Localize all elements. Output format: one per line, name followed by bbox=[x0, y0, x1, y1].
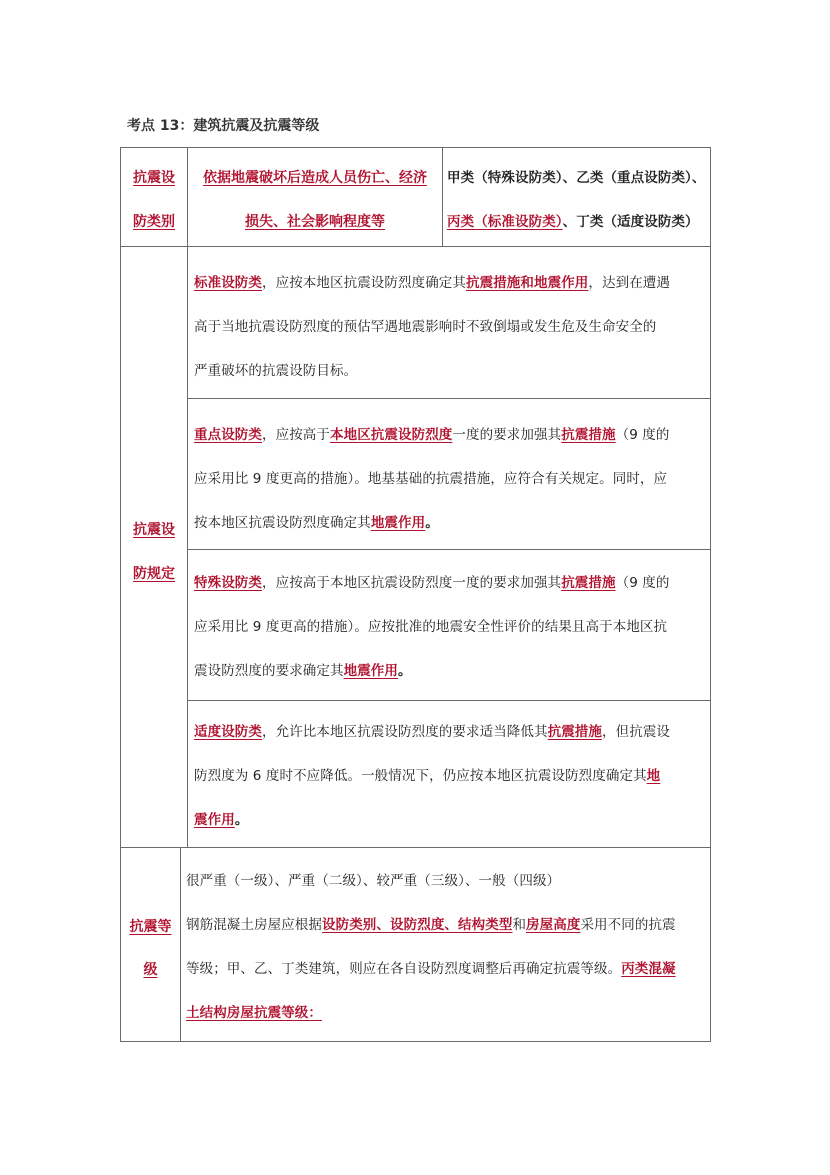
special-measures: 抗震措施 bbox=[561, 575, 616, 591]
row1-label-line1: 抗震设 bbox=[133, 170, 175, 186]
row1-basis-cell bbox=[187, 147, 443, 247]
moderate-text3: 防烈度为 6 度时不应降低。一般情况下，仍应按本地区抗震设防烈度确定其 bbox=[194, 768, 647, 784]
row1-types-cell bbox=[442, 147, 711, 247]
key-period: 。 bbox=[425, 515, 439, 531]
row2-label-cell bbox=[120, 246, 188, 848]
grade-levels-line: 很严重（一级）、严重（二级）、较严重（三级）、一般（四级） bbox=[186, 873, 561, 889]
standard-text: ，应按本地区抗震设防烈度确定其 bbox=[262, 275, 466, 291]
key-text3: （9 度的 bbox=[615, 427, 670, 443]
grade-term-structure: 结构类型 bbox=[458, 917, 513, 933]
key-term: 重点设防类 bbox=[194, 427, 262, 443]
standard-measures: 抗震措施和地震作用 bbox=[466, 275, 589, 291]
key-text4: 按本地区抗震设防烈度确定其 bbox=[194, 515, 371, 531]
key-line1 bbox=[194, 413, 670, 457]
row1-types-line1: 甲类（特殊设防类）、乙类（重点设防类）、 bbox=[447, 170, 706, 186]
key-action: 地震作用 bbox=[370, 515, 426, 531]
row1-types-line2 bbox=[447, 198, 711, 246]
grade-text3: 等级；甲、乙、丁类建筑，则应在各自设防烈度调整后再确定抗震等级。 bbox=[186, 961, 622, 977]
grade-term-class: 设防类别 bbox=[322, 917, 377, 933]
moderate-action-start: 地 bbox=[646, 768, 661, 784]
row1-basis-line2: 损失、社会影响程度等 bbox=[245, 214, 385, 230]
moderate-period: 。 bbox=[234, 812, 249, 828]
grade-basis-line bbox=[186, 903, 676, 947]
grade-sep1: 、 bbox=[376, 917, 391, 933]
page-title: 考点 13：建筑抗震及抗震等级 bbox=[127, 118, 320, 134]
moderate-line2 bbox=[194, 754, 660, 798]
standard-class-cell bbox=[187, 246, 711, 399]
grade-class-c-end: 土结构房屋抗震等级： bbox=[186, 1005, 322, 1021]
row3-label-line1: 抗震等 bbox=[129, 919, 172, 935]
key-intensity: 本地区抗震设防烈度 bbox=[330, 427, 453, 443]
row1-type-d: 、丁类（适度设防类） bbox=[562, 214, 699, 230]
moderate-line1 bbox=[194, 710, 670, 754]
special-text2: （9 度的 bbox=[615, 575, 670, 591]
key-text2: 一度的要求加强其 bbox=[452, 427, 562, 443]
grade-term-height: 房屋高度 bbox=[526, 917, 581, 933]
key-text: ，应按高于 bbox=[262, 427, 330, 443]
standard-line2: 高于当地抗震设防烈度的预估罕遇地震影响时不致倒塌或发生危及生命安全的 bbox=[194, 319, 657, 335]
moderate-measures: 抗震措施 bbox=[547, 724, 603, 740]
grade-adjust-line bbox=[186, 947, 676, 991]
standard-line3: 严重破坏的抗震设防目标。 bbox=[194, 363, 358, 379]
row2-label-line1: 抗震设 bbox=[133, 522, 175, 538]
special-period: 。 bbox=[398, 663, 412, 679]
special-text3: 震设防烈度的要求确定其 bbox=[194, 663, 344, 679]
moderate-action-end: 震作用 bbox=[194, 812, 235, 828]
key-measures: 抗震措施 bbox=[561, 427, 616, 443]
special-line2: 应采用比 9 度更高的措施）。应按批准的地震安全性评价的结果且高于本地区抗 bbox=[194, 619, 668, 635]
standard-term: 标准设防类 bbox=[194, 275, 262, 291]
row1-type-c: 丙类（标准设防类） bbox=[447, 214, 563, 230]
special-class-cell bbox=[187, 549, 711, 701]
moderate-class-cell bbox=[187, 700, 711, 848]
grade-text1: 钢筋混凝土房屋应根据 bbox=[186, 917, 322, 933]
key-class-cell bbox=[187, 398, 711, 550]
grade-sep2: 、 bbox=[444, 917, 459, 933]
special-line3 bbox=[194, 649, 412, 693]
special-line1 bbox=[194, 561, 670, 605]
grade-text2: 采用不同的抗震 bbox=[580, 917, 676, 933]
key-line2: 应采用比 9 度更高的措施）。地基基础的抗震措施，应符合有关规定。同时，应 bbox=[194, 471, 668, 487]
moderate-text: ，允许比本地区抗震设防烈度的要求适当降低其 bbox=[262, 724, 548, 740]
standard-text2: ，达到在遭遇 bbox=[588, 275, 671, 291]
grade-and: 和 bbox=[512, 917, 527, 933]
grade-term-intensity: 设防烈度 bbox=[390, 917, 445, 933]
row2-label-line2: 防规定 bbox=[133, 566, 175, 582]
key-line3 bbox=[194, 501, 439, 545]
moderate-line3 bbox=[194, 798, 248, 842]
special-term: 特殊设防类 bbox=[194, 575, 262, 591]
row1-label-cell bbox=[120, 147, 188, 247]
standard-line1 bbox=[194, 261, 670, 305]
row3-content-cell bbox=[180, 847, 711, 1042]
moderate-text2: ，但抗震设 bbox=[602, 724, 671, 740]
moderate-term: 适度设防类 bbox=[194, 724, 262, 740]
row3-label-line2: 级 bbox=[143, 962, 158, 978]
row1-basis-line1: 依据地震破坏后造成人员伤亡、经济 bbox=[203, 170, 427, 186]
grade-class-c-start: 丙类混凝 bbox=[621, 961, 676, 977]
special-action: 地震作用 bbox=[343, 663, 399, 679]
grade-class-c-line bbox=[186, 991, 322, 1035]
row3-label-cell bbox=[120, 847, 181, 1042]
special-text: ，应按高于本地区抗震设防烈度一度的要求加强其 bbox=[262, 575, 562, 591]
row1-label-line2: 防类别 bbox=[133, 214, 175, 230]
